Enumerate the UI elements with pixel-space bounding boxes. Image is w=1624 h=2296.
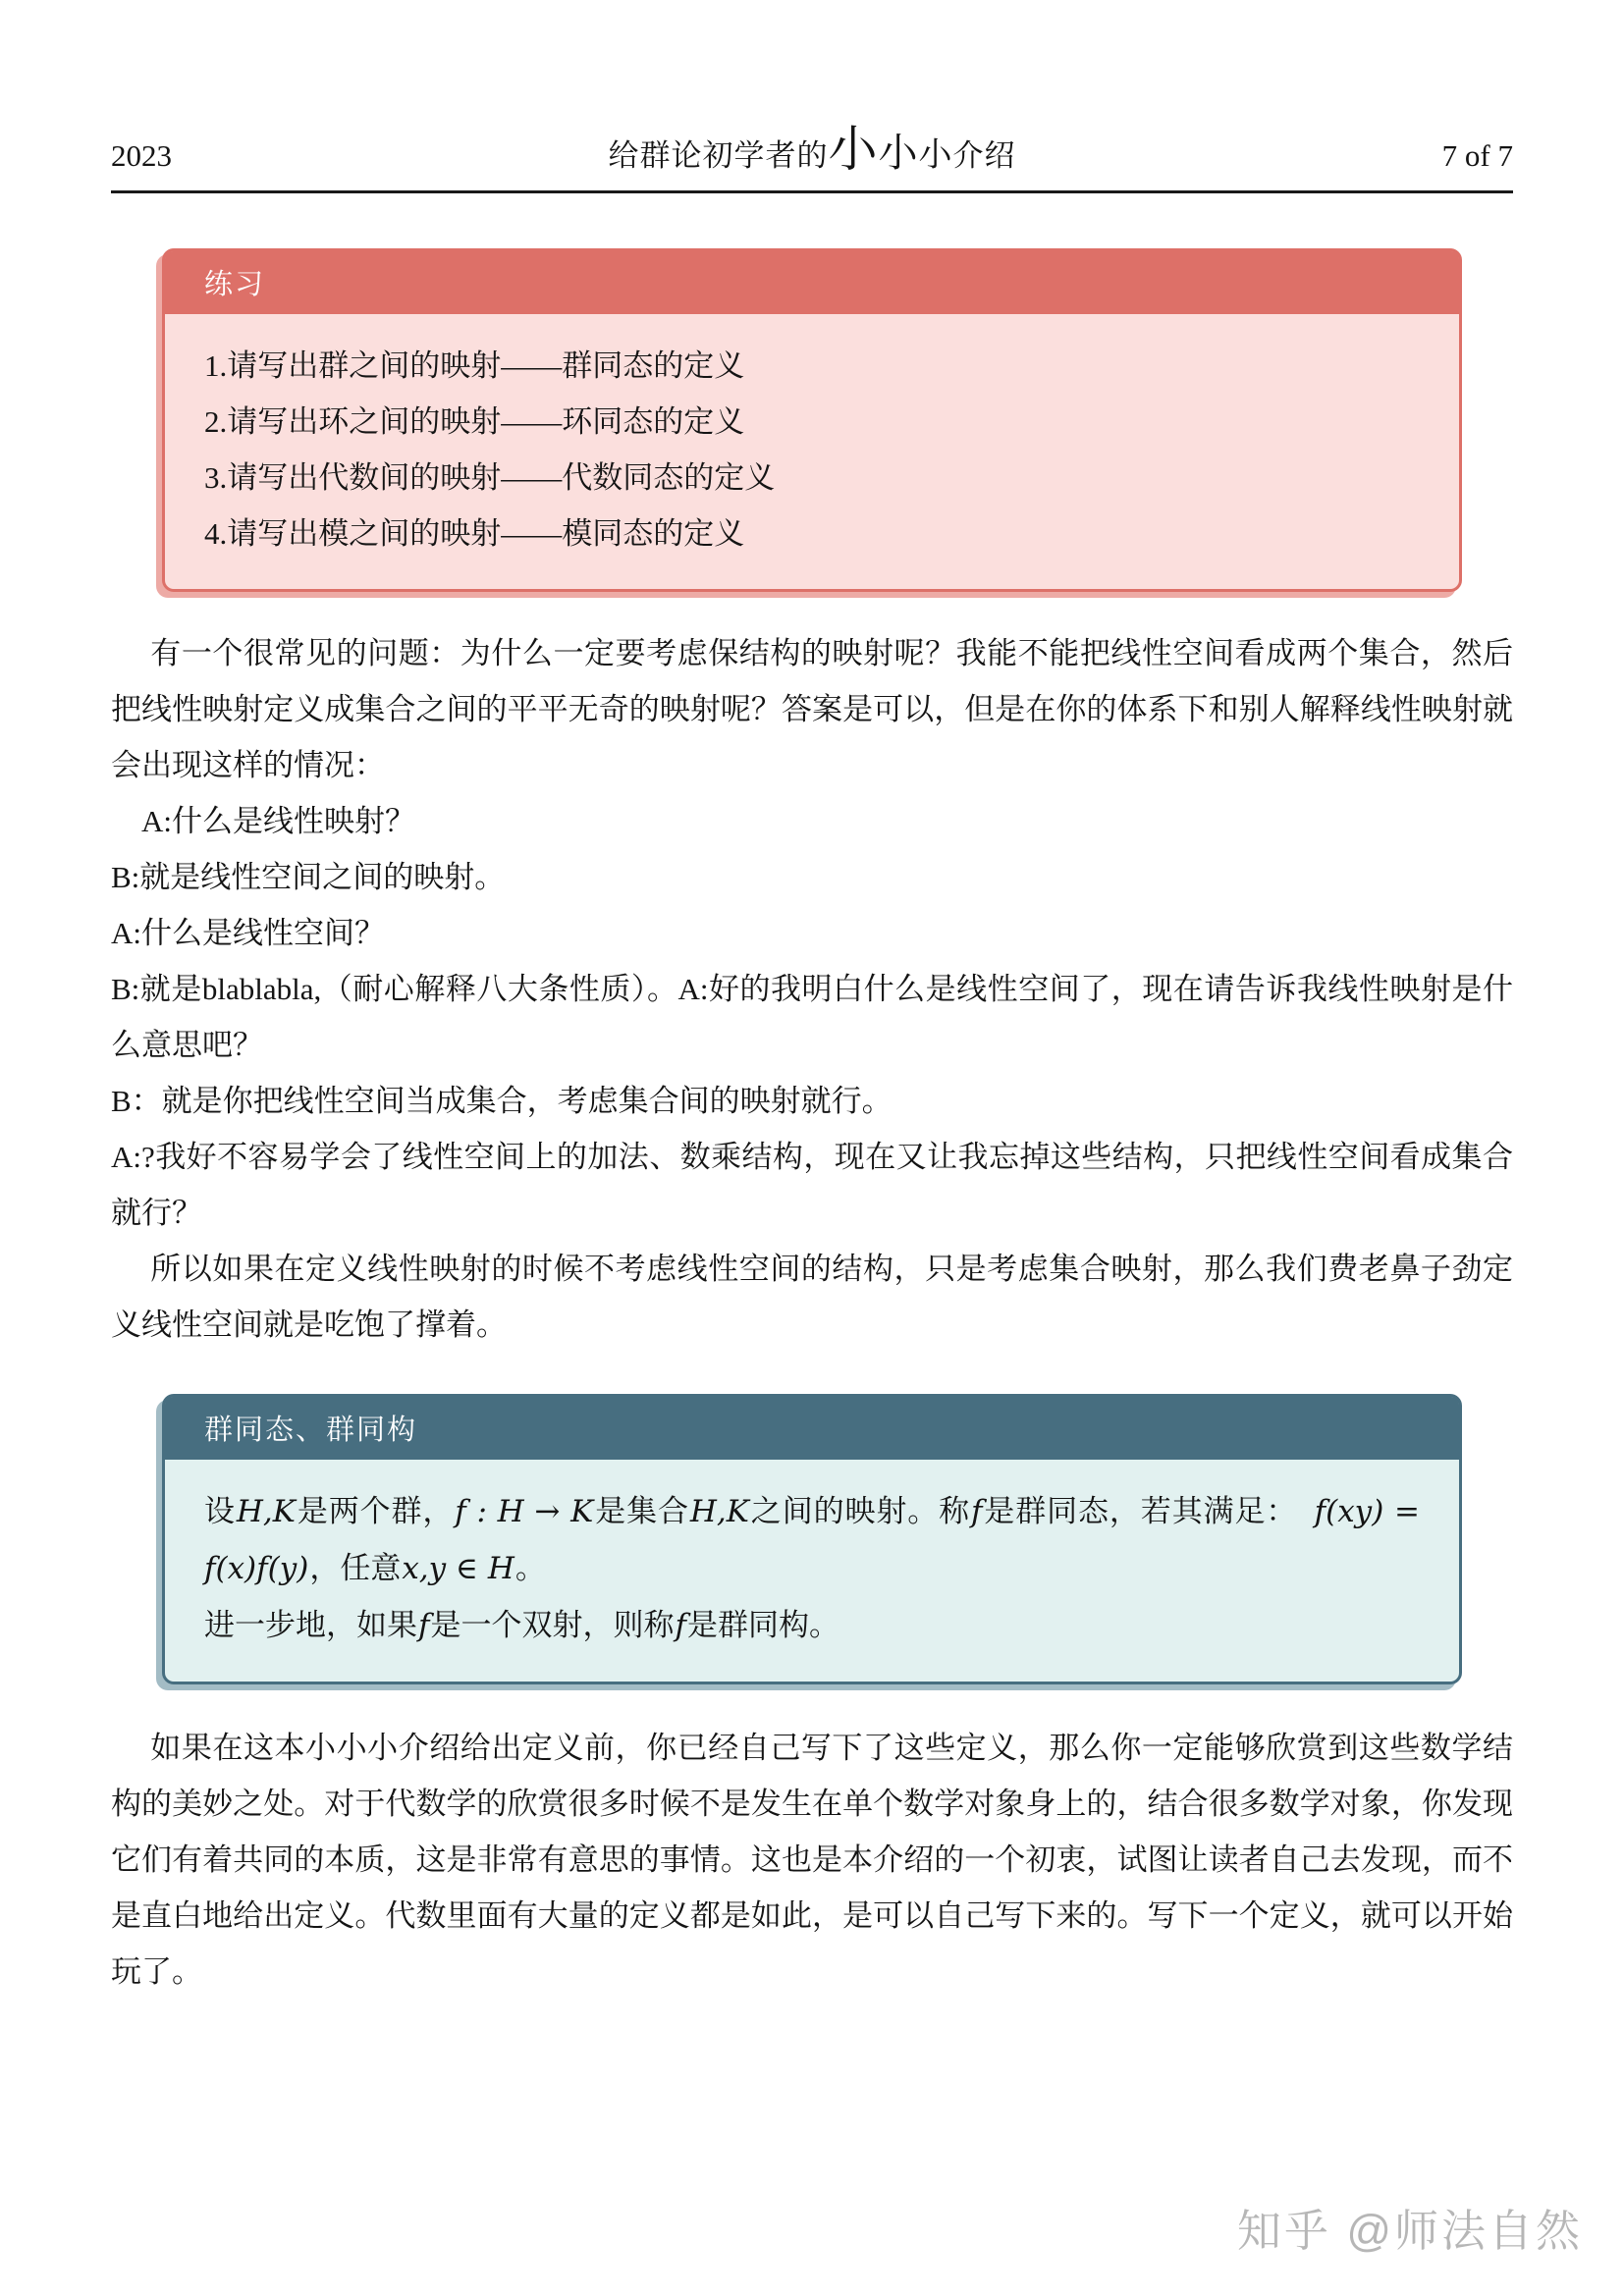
exercise-box-title: 练习 <box>165 251 1459 314</box>
definition-line-2: 进一步地，如果f是一个双射，则称f是群同构。 <box>204 1608 839 1643</box>
page-title-suffix: 介绍 <box>952 138 1016 173</box>
page-title-xiao-2: 小 <box>878 131 919 175</box>
dialog-line-5: B：就是你把线性空间当成集合，考虑集合间的映射就行。 <box>111 1084 893 1118</box>
page-title-prefix: 给群论初学者的 <box>608 138 829 173</box>
dialog-line-3: A:什么是线性空间？ <box>111 916 385 950</box>
paragraph-conclusion: 所以如果在定义线性映射的时候不考虑线性空间的结构，只是考虑集合映射，那么我们费老鼻子劲定义线性空间就是吃饱了撑着。 <box>111 1252 1513 1342</box>
dialog-line-1: A:什么是线性映射？ <box>141 804 415 838</box>
exercise-box-body <box>165 314 1459 589</box>
page-title-xiao-1: 小 <box>828 122 879 177</box>
exercise-item-1: 1.请写出群之间的映射——群同态的定义 <box>204 348 745 383</box>
definition-box-body <box>165 1460 1459 1682</box>
paragraph-closing: 如果在这本小小小介绍给出定义前，你已经自己写下了这些定义，那么你一定能够欣赏到这些数学结构的美妙之处。对于代数学的欣赏很多时候不是发生在单个数学对象身上的，结合很多数学对象，你发现它们有着共同的本质，这是非常有意思的事情。这也是本介绍的一个初衷，试图让读者自己去发现，而不是直白地给出定义。代数里面有大量的定义都是如此，是可以自己写下来的。写下一个定义，就可以开始玩了。 <box>111 1731 1513 1989</box>
exercise-box <box>162 248 1462 592</box>
dialog-line-2: B:就是线性空间之间的映射。 <box>111 860 506 894</box>
page-number: 7 of 7 <box>1441 138 1513 173</box>
page-title-xiao-3: 小 <box>918 137 953 174</box>
header-year: 2023 <box>111 138 172 173</box>
exercise-item-2: 2.请写出环之间的映射——环同态的定义 <box>204 404 745 439</box>
page-header <box>111 110 1513 193</box>
exercise-item-4: 4.请写出模之间的映射——模同态的定义 <box>204 516 745 551</box>
page-title <box>609 110 1016 181</box>
dialog-line-4: B:就是blablabla,（耐心解释八大条性质）。A:好的我明白什么是线性空间了，现在请告诉我线性映射是什么意思吧？ <box>111 972 1513 1062</box>
closing-block <box>111 1720 1513 2000</box>
paragraph-question: 有一个很常见的问题：为什么一定要考虑保结构的映射呢？我能不能把线性空间看成两个集合，然后把线性映射定义成集合之间的平平无奇的映射呢？答案是可以，但是在你的体系下和别人解释线性映射就会出现这样的情况： <box>111 636 1513 782</box>
exercise-item-3: 3.请写出代数间的映射——代数同态的定义 <box>204 460 776 495</box>
dialog-line-6: A:?我好不容易学会了线性空间上的加法、数乘结构，现在又让我忘掉这些结构，只把线性空间看成集合就行？ <box>111 1140 1513 1230</box>
question-and-dialog <box>111 625 1513 1353</box>
definition-line-1: 设H,K是两个群，f : H → K是集合H,K之间的映射。称f是群同态，若其满足： f(xy) = f(x)f(y)，任意x,y ∈ H。 <box>204 1494 1420 1586</box>
definition-box <box>162 1394 1462 1684</box>
page-content <box>111 110 1513 2000</box>
watermark: 知乎 @师法自然 <box>1236 2206 1583 2256</box>
definition-box-title: 群同态、群同构 <box>165 1397 1459 1460</box>
